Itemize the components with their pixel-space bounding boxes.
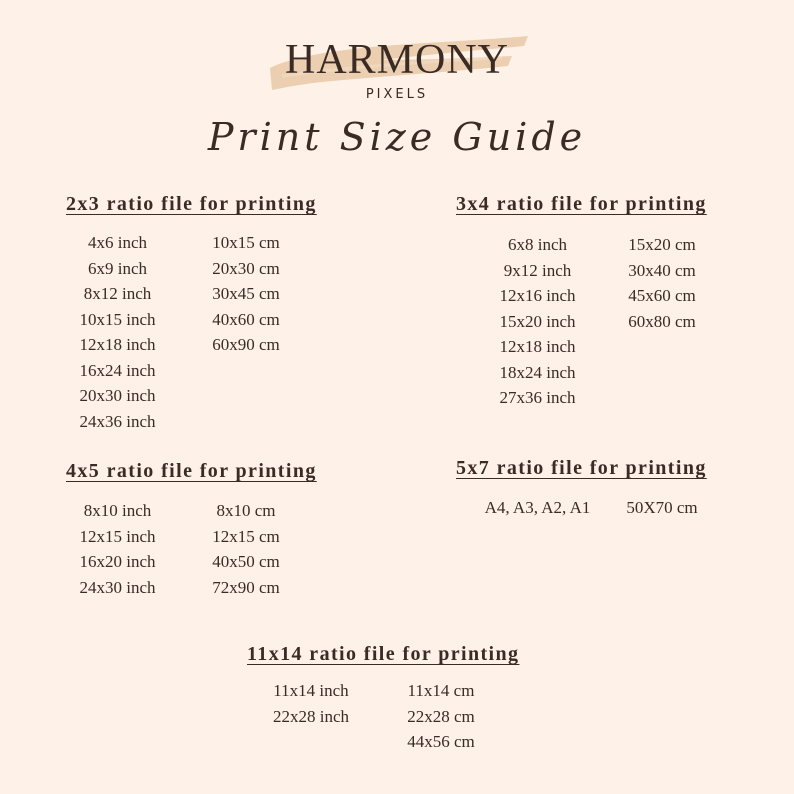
size-item: 10x15 inch	[79, 309, 156, 329]
size-item: 72x90 cm	[212, 577, 280, 597]
size-item: 12x15 inch	[79, 526, 156, 546]
size-item: 40x50 cm	[212, 552, 280, 571]
size-item: 11x14 cm	[407, 681, 475, 700]
size-item: 16x20 inch	[79, 552, 156, 571]
size-item: 12x18 inch	[499, 337, 576, 356]
size-item: 18x24 inch	[499, 362, 576, 382]
size-list-paper-5x7	[470, 495, 605, 521]
size-item: A4, A3, A2, A1	[484, 498, 591, 517]
size-item: 40x60 cm	[212, 309, 280, 329]
size-item: 4x6 inch	[87, 233, 148, 252]
size-item: 15x20 cm	[628, 235, 696, 254]
size-item: 8x12 inch	[83, 284, 152, 303]
size-item: 45x60 cm	[628, 286, 696, 305]
size-item: 8x10 inch	[83, 501, 152, 520]
size-list-inch-2x3	[60, 230, 175, 434]
section-title-11x14: 11x14 ratio file for printing	[247, 643, 520, 665]
size-item: 44x56 cm	[407, 732, 475, 751]
size-item: 10x15 cm	[212, 233, 280, 252]
brand-subtitle: PIXELS	[365, 87, 429, 102]
size-item: 24x30 inch	[79, 577, 156, 597]
size-item: 6x8 inch	[507, 235, 568, 254]
size-item: 15x20 inch	[499, 311, 576, 331]
size-item: 30x45 cm	[212, 284, 280, 303]
size-item: 22x28 inch	[272, 706, 350, 726]
size-list-inch-4x5	[60, 498, 175, 600]
page-title: Print Size Guide	[207, 115, 587, 159]
section-title-3x4: 3x4 ratio file for printing	[456, 193, 707, 215]
size-item: 12x15 cm	[212, 526, 280, 546]
size-item: 24x36 inch	[79, 411, 156, 431]
size-item: 6x9 inch	[87, 258, 148, 278]
size-item: 12x18 inch	[79, 335, 156, 354]
size-item: 50X70 cm	[626, 498, 698, 517]
section-title-2x3: 2x3 ratio file for printing	[66, 193, 317, 215]
size-item: 9x12 inch	[503, 260, 572, 280]
size-item: 12x16 inch	[499, 286, 576, 305]
size-list-inch-3x4	[480, 232, 595, 411]
size-item: 30x40 cm	[628, 260, 696, 280]
size-item: 20x30 cm	[212, 258, 280, 278]
size-item: 60x80 cm	[628, 311, 696, 331]
size-item: 60x90 cm	[212, 335, 280, 354]
size-list-cm-11x14	[386, 678, 496, 755]
section-title-5x7: 5x7 ratio file for printing	[456, 457, 707, 479]
size-list-inch-11x14	[256, 678, 366, 729]
size-item: 8x10 cm	[216, 501, 276, 520]
size-item: 20x30 inch	[79, 386, 156, 405]
size-item: 27x36 inch	[499, 388, 576, 407]
size-item: 22x28 cm	[407, 706, 475, 726]
size-list-cm-3x4	[607, 232, 717, 334]
size-list-cm-2x3	[191, 230, 301, 358]
size-item: 11x14 inch	[273, 681, 349, 700]
brand-name: HARMONY	[284, 37, 509, 83]
size-list-cm-5x7	[612, 495, 712, 521]
size-item: 16x24 inch	[79, 360, 156, 380]
size-list-cm-4x5	[191, 498, 301, 600]
section-title-4x5: 4x5 ratio file for printing	[66, 460, 317, 482]
